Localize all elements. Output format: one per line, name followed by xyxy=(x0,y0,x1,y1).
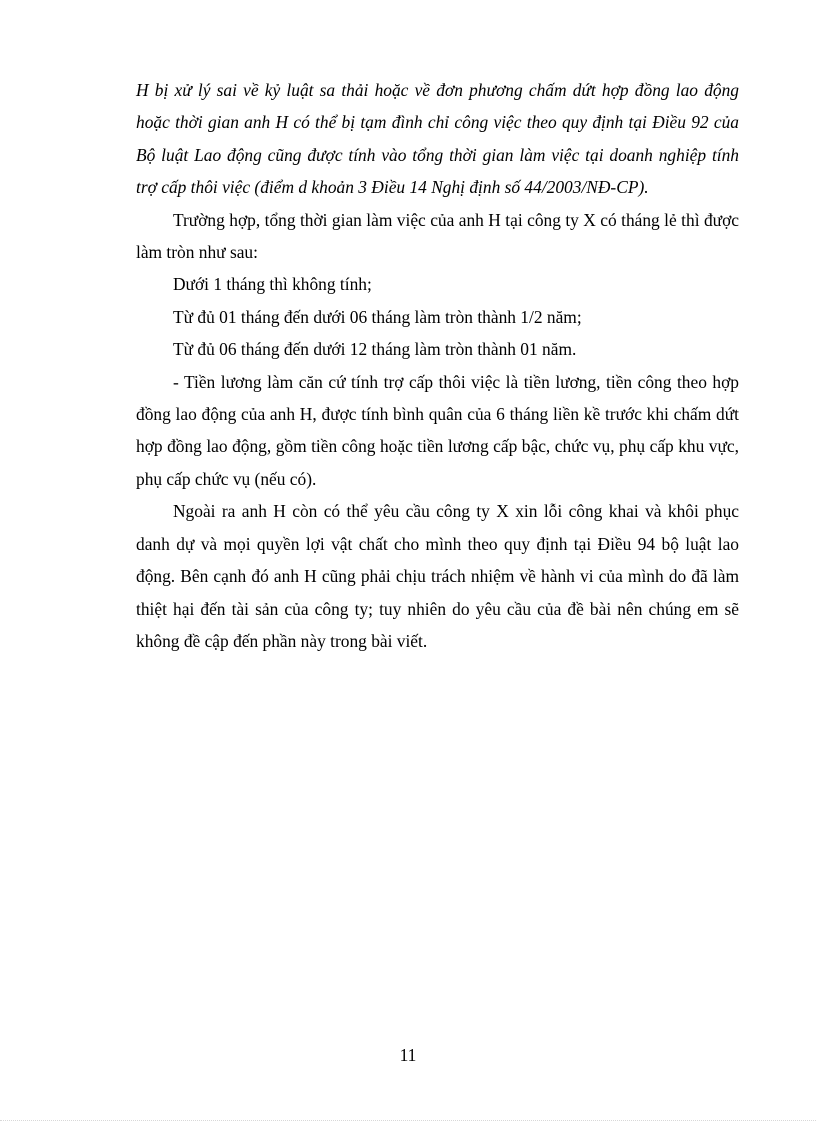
paragraph-rounding-intro: Trường hợp, tổng thời gian làm việc của anh H tại công ty X có tháng lẻ thì được làm tròn như sau: xyxy=(136,209,739,263)
paragraph-rule-under-1-month: Dưới 1 tháng thì không tính; xyxy=(173,274,372,295)
paragraph-additional-remedies: Ngoài ra anh H còn có thể yêu cầu công ty X xin lỗi công khai và khôi phục danh dự và mọi quyền lợi vật chất cho mình theo quy định tại Điều 94 bộ luật lao động. Bên cạnh đó anh H cũng phải chịu trách nhiệm về hành vi của mình do đã làm thiệt hại đến tài sản của công ty; tuy nhiên do yêu cầu của đề bài nên chúng em sẽ không đề cập đến phần này trong bài viết. xyxy=(136,501,739,651)
paragraph-rule-1-to-6-months: Từ đủ 01 tháng đến dưới 06 tháng làm tròn thành 1/2 năm; xyxy=(173,306,582,327)
page-bottom-divider xyxy=(0,1120,816,1121)
page-number: 11 xyxy=(399,1045,417,1065)
paragraph-continuation: H bị xử lý sai về kỷ luật sa thải hoặc về đơn phương chấm dứt hợp đồng lao động hoặc thời gian anh H có thể bị tạm đình chỉ công việc theo quy định tại Điều 92 của Bộ luật Lao động cũng được tính vào tổng thời gian làm việc tại doanh nghiệp tính trợ cấp thôi việc (điểm d khoản 3 Điều 14 Nghị định số 44/2003/NĐ-CP). xyxy=(136,80,739,198)
paragraph-salary-basis: - Tiền lương làm căn cứ tính trợ cấp thôi việc là tiền lương, tiền công theo hợp đồng lao động của anh H, được tính bình quân của 6 tháng liền kề trước khi chấm dứt hợp đồng lao động, gồm tiền công hoặc tiền lương cấp bậc, chức vụ, phụ cấp khu vực, phụ cấp chức vụ (nếu có). xyxy=(136,371,739,489)
paragraph-rule-6-to-12-months: Từ đủ 06 tháng đến dưới 12 tháng làm tròn thành 01 năm. xyxy=(173,339,577,360)
document-body xyxy=(136,74,739,657)
